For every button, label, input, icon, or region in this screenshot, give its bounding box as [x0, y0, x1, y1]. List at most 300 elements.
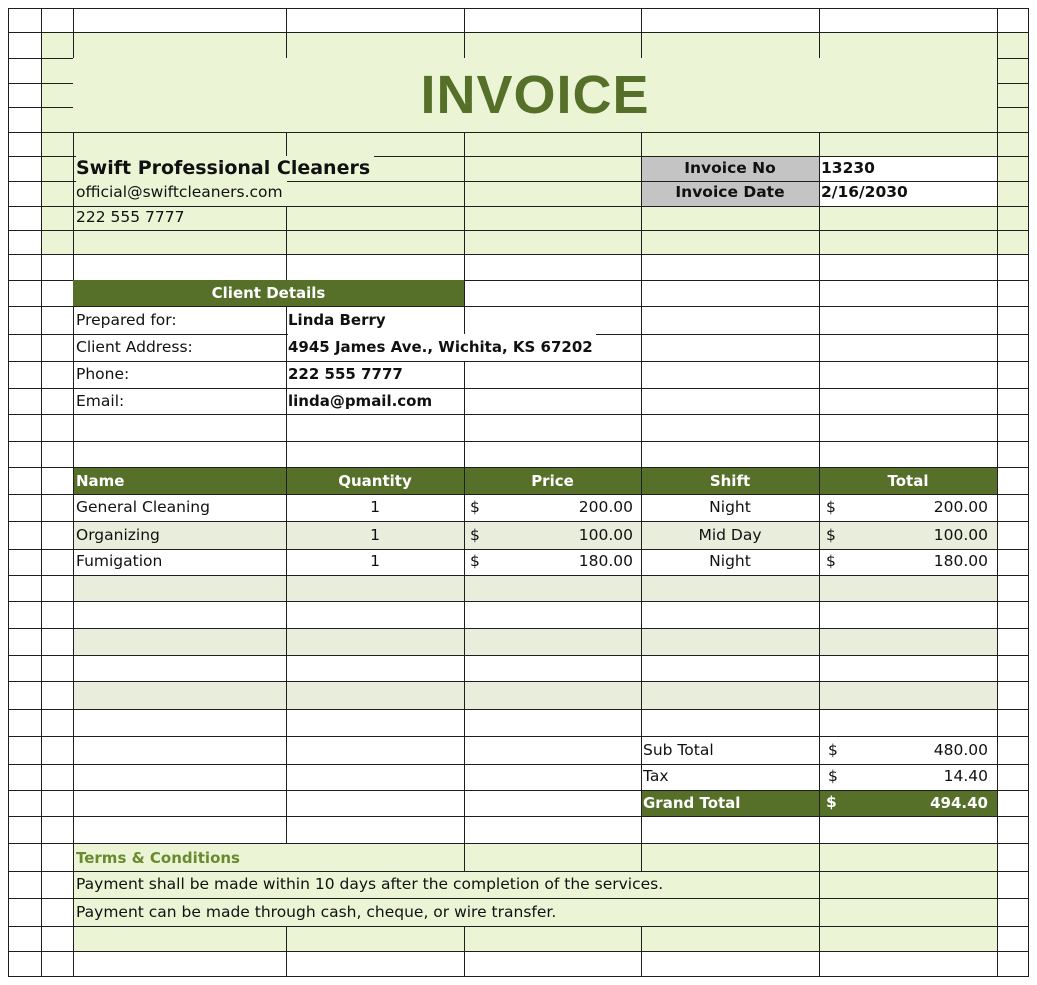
grid-line — [286, 254, 465, 255]
grid-line — [997, 58, 1029, 59]
grid-line — [819, 32, 998, 33]
grid-line — [464, 709, 465, 737]
grid-line — [641, 334, 820, 335]
grid-line — [819, 280, 998, 281]
grid-line — [1028, 254, 1029, 281]
tax-currency: $ — [828, 767, 838, 786]
grid-line — [8, 206, 9, 231]
grid-line — [997, 871, 1029, 872]
grid-line — [286, 736, 465, 737]
client-value-email: linda@pmail.com — [288, 392, 433, 410]
grid-line — [8, 32, 42, 33]
grid-line — [1028, 871, 1029, 899]
grid-line — [464, 655, 465, 682]
grid-line — [1028, 156, 1029, 182]
grid-line — [73, 388, 74, 415]
invoice-no-label: Invoice No — [684, 159, 776, 178]
grid-line — [464, 254, 465, 281]
grid-line — [819, 306, 998, 307]
grid-line — [73, 736, 287, 737]
grid-line — [41, 843, 74, 844]
grid-line — [286, 575, 287, 602]
grid-line — [8, 83, 42, 84]
item-price-currency: $ — [470, 498, 480, 517]
grid-line — [819, 334, 820, 362]
grid-line — [1028, 655, 1029, 682]
grid-line — [997, 467, 1029, 468]
grid-line — [73, 843, 287, 844]
grid-line — [464, 156, 642, 157]
grid-line — [286, 8, 465, 9]
grid-line — [286, 951, 465, 952]
grid-line — [41, 467, 74, 468]
grid-line — [41, 107, 42, 133]
grid-line — [819, 361, 998, 362]
grid-line — [8, 441, 9, 468]
grid-line — [819, 871, 998, 872]
grid-line — [997, 206, 1029, 207]
grid-line — [286, 709, 287, 737]
grid-line — [8, 549, 9, 576]
grid-line — [8, 816, 42, 817]
grid-line — [997, 414, 1029, 415]
grid-line — [41, 549, 74, 550]
grid-line — [464, 8, 465, 33]
grid-line — [8, 601, 42, 602]
grid-line — [41, 951, 42, 977]
grid-line — [8, 58, 9, 84]
invoice-title: INVOICE — [73, 58, 997, 132]
grid-line — [8, 575, 42, 576]
grid-line — [8, 494, 42, 495]
grid-line — [41, 441, 42, 468]
subtotal-value: 480.00 — [933, 740, 988, 759]
grid-line — [997, 816, 1029, 817]
grid-line — [641, 681, 820, 682]
grid-line — [41, 655, 74, 656]
grid-line — [8, 441, 42, 442]
grid-line — [41, 628, 74, 629]
grid-line — [73, 306, 74, 335]
grid-line — [41, 306, 74, 307]
grid-line — [819, 388, 820, 415]
grid-line — [641, 655, 820, 656]
grid-line — [819, 156, 820, 182]
grid-line — [997, 388, 998, 415]
grid-line — [8, 230, 42, 231]
grid-line — [641, 843, 642, 872]
grid-line — [41, 181, 74, 182]
grid-line — [8, 898, 42, 899]
grid-line — [641, 306, 642, 335]
grid-line — [1028, 441, 1029, 468]
grid-line — [641, 132, 820, 133]
grid-line — [464, 280, 642, 281]
grid-line — [41, 441, 74, 442]
grid-line — [41, 254, 42, 281]
grid-line — [1028, 628, 1029, 656]
grid-line — [1028, 816, 1029, 844]
terms-line: Payment can be made through cash, cheque, or wire transfer. — [76, 899, 559, 926]
grid-line — [819, 655, 820, 682]
grid-line — [819, 254, 998, 255]
grid-line — [819, 976, 998, 977]
grid-line — [997, 107, 998, 133]
client-value-address: 4945 James Ave., Wichita, KS 67202 — [288, 334, 596, 361]
client-label-phone: Phone: — [76, 364, 130, 383]
grid-line — [997, 83, 998, 108]
grid-line — [41, 132, 42, 157]
grid-line — [41, 388, 42, 415]
grid-line — [819, 32, 820, 59]
grid-line — [641, 280, 642, 307]
grid-line — [41, 575, 74, 576]
grid-line — [997, 181, 1029, 182]
grid-line — [997, 107, 1029, 108]
grid-line — [464, 843, 642, 844]
grid-line — [1028, 181, 1029, 207]
grid-line — [819, 181, 820, 207]
grid-line — [73, 628, 287, 629]
grid-line — [286, 441, 287, 468]
grid-line — [464, 441, 642, 442]
grid-line — [819, 280, 820, 307]
grid-line — [819, 709, 998, 710]
grid-line — [41, 361, 42, 389]
grid-line — [8, 816, 9, 844]
grid-line — [8, 843, 9, 872]
grid-line — [997, 575, 1029, 576]
grid-line — [73, 709, 287, 710]
grid-line — [641, 601, 820, 602]
grid-line — [641, 601, 642, 629]
grid-line — [41, 655, 42, 682]
grid-line — [464, 681, 465, 710]
grid-line — [73, 628, 74, 656]
grid-line — [997, 494, 1029, 495]
grid-line — [641, 898, 820, 899]
client-value-prepared-for: Linda Berry — [288, 311, 386, 329]
grid-line — [1028, 361, 1029, 389]
grid-line — [997, 601, 1029, 602]
grid-line — [997, 736, 998, 765]
grid-line — [997, 709, 998, 737]
grid-line — [73, 575, 74, 602]
grid-line — [8, 132, 9, 157]
grid-line — [464, 926, 642, 927]
grid-line — [464, 361, 642, 362]
grid-line — [8, 181, 42, 182]
grid-line — [73, 790, 74, 817]
grid-line — [641, 280, 820, 281]
grid-line — [464, 206, 642, 207]
grid-line — [41, 306, 42, 335]
grid-line — [641, 681, 642, 710]
grid-line — [819, 230, 998, 231]
item-quantity: 1 — [370, 498, 380, 517]
invoice-date-label: Invoice Date — [675, 183, 785, 202]
grid-line — [641, 230, 642, 255]
grid-line — [8, 736, 42, 737]
grid-line — [641, 976, 820, 977]
grid-line — [73, 132, 74, 157]
grid-line — [8, 334, 42, 335]
grid-line — [8, 709, 9, 737]
grid-line — [464, 280, 465, 307]
grid-line — [286, 736, 287, 765]
grid-line — [997, 156, 998, 182]
grid-line — [8, 951, 42, 952]
grid-line — [464, 132, 642, 133]
grid-line — [73, 467, 74, 495]
grid-line — [286, 951, 287, 977]
grid-line — [41, 549, 42, 576]
grid-line — [641, 441, 820, 442]
grid-line — [73, 8, 74, 33]
grid-line — [464, 655, 642, 656]
grid-line — [464, 441, 465, 468]
grid-line — [73, 601, 287, 602]
grid-line — [997, 655, 998, 682]
grid-line — [73, 254, 74, 281]
grid-line — [819, 843, 820, 872]
grid-line — [464, 816, 642, 817]
grid-line — [464, 32, 642, 33]
grid-line — [73, 575, 287, 576]
grid-line — [1028, 494, 1029, 522]
grid-line — [8, 926, 9, 952]
grid-line — [41, 494, 42, 522]
grid-line — [41, 254, 74, 255]
grid-line — [997, 230, 1029, 231]
grid-line — [1028, 709, 1029, 737]
grid-line — [41, 206, 42, 231]
grid-line — [997, 575, 998, 602]
grid-line — [819, 681, 998, 682]
grid-line — [464, 8, 642, 9]
grid-line — [997, 441, 998, 468]
grid-line — [641, 951, 642, 977]
company-email: official@swiftcleaners.com — [76, 181, 287, 205]
grid-line — [41, 8, 42, 33]
grid-line — [8, 388, 42, 389]
grid-line — [997, 764, 1029, 765]
grid-line — [73, 951, 287, 952]
grid-line — [819, 8, 820, 33]
grid-line — [41, 280, 42, 307]
grid-line — [641, 575, 642, 602]
grid-line — [997, 898, 1029, 899]
item-total-currency: $ — [826, 525, 836, 544]
grid-line — [997, 898, 998, 927]
grid-line — [286, 681, 465, 682]
grid-line — [819, 132, 820, 157]
grid-line — [641, 254, 820, 255]
grid-line — [286, 361, 287, 389]
grid-line — [819, 441, 820, 468]
item-total-currency: $ — [826, 498, 836, 517]
grid-line — [819, 575, 820, 602]
grid-line — [464, 816, 465, 844]
grid-line — [8, 790, 9, 817]
grid-line — [464, 388, 642, 389]
grid-line — [73, 601, 74, 629]
grid-line — [41, 230, 74, 231]
grid-line — [8, 951, 9, 977]
grid-line — [41, 871, 42, 899]
grid-line — [73, 230, 287, 231]
grid-line — [1028, 8, 1029, 33]
grid-line — [73, 414, 74, 442]
grid-line — [1028, 790, 1029, 817]
grand-total-currency: $ — [826, 793, 837, 812]
invoice-no-value: 13230 — [821, 159, 875, 178]
grid-line — [1028, 83, 1029, 108]
items-header-quantity: Quantity — [338, 471, 412, 490]
grid-line — [41, 334, 42, 362]
grid-line — [8, 280, 9, 307]
grid-line — [41, 361, 74, 362]
grid-line — [8, 681, 9, 710]
grid-line — [286, 132, 465, 133]
grid-line — [286, 790, 465, 791]
items-header-name: Name — [76, 471, 125, 490]
grid-line — [8, 575, 9, 602]
grid-line — [641, 655, 642, 682]
grid-line — [286, 230, 287, 255]
grid-line — [73, 681, 74, 710]
grid-line — [641, 206, 820, 207]
grid-line — [997, 926, 998, 952]
grid-line — [641, 628, 642, 656]
grid-line — [641, 388, 642, 415]
grid-line — [1028, 601, 1029, 629]
grid-line — [464, 790, 465, 817]
grid-line — [41, 926, 74, 927]
grid-line — [73, 441, 74, 468]
client-details-header: Client Details — [73, 280, 464, 306]
grid-line — [286, 655, 465, 656]
grid-line — [41, 681, 74, 682]
grid-line — [997, 681, 1029, 682]
grid-line — [41, 601, 74, 602]
grid-line — [286, 306, 287, 335]
grid-line — [997, 790, 1029, 791]
items-header-shift: Shift — [709, 471, 751, 490]
grid-line — [41, 388, 74, 389]
item-price: 180.00 — [578, 552, 633, 571]
grid-line — [1028, 230, 1029, 255]
terms-title: Terms & Conditions — [76, 848, 240, 867]
grid-line — [641, 414, 642, 442]
grid-line — [641, 32, 820, 33]
grid-line — [464, 414, 642, 415]
grid-line — [1028, 388, 1029, 415]
grid-line — [1028, 926, 1029, 952]
grid-line — [464, 764, 642, 765]
item-shift: Night — [709, 498, 751, 517]
grid-line — [464, 206, 465, 231]
grid-line — [1028, 58, 1029, 84]
grid-line — [997, 132, 998, 157]
grid-line — [1028, 306, 1029, 335]
grid-line — [997, 736, 1029, 737]
grid-line — [641, 736, 642, 765]
grid-line — [1028, 951, 1029, 977]
grid-line — [41, 871, 74, 872]
grid-line — [73, 655, 287, 656]
grid-line — [997, 549, 1029, 550]
grid-line — [41, 898, 74, 899]
grid-line — [73, 843, 74, 872]
item-price: 100.00 — [578, 525, 633, 544]
grid-line — [8, 83, 9, 108]
grid-line — [8, 549, 42, 550]
grid-line — [997, 494, 998, 522]
grid-line — [8, 306, 9, 335]
grid-line — [73, 549, 74, 576]
grid-line — [464, 361, 465, 389]
grid-line — [1028, 414, 1029, 442]
grid-line — [819, 601, 820, 629]
grid-line — [1028, 549, 1029, 576]
grid-line — [8, 843, 42, 844]
grid-line — [641, 790, 642, 817]
grid-line — [73, 494, 74, 522]
grid-line — [8, 628, 42, 629]
grid-line — [41, 156, 42, 182]
grid-line — [641, 816, 642, 844]
grid-line — [1028, 521, 1029, 550]
grid-line — [997, 32, 998, 59]
client-label-email: Email: — [76, 391, 125, 410]
grid-line — [997, 790, 998, 817]
grid-line — [286, 926, 287, 952]
grid-line — [819, 709, 820, 737]
grid-line — [819, 926, 820, 952]
grid-line — [286, 764, 465, 765]
grid-line — [41, 414, 74, 415]
grid-line — [641, 628, 820, 629]
grid-line — [41, 790, 74, 791]
grid-line — [73, 871, 74, 899]
grid-line — [641, 361, 820, 362]
grid-line — [8, 628, 9, 656]
grid-line — [997, 8, 1029, 9]
grid-line — [41, 32, 42, 59]
grid-line — [464, 790, 642, 791]
grid-line — [464, 628, 642, 629]
client-label-address: Client Address: — [76, 337, 193, 356]
grid-line — [997, 764, 998, 791]
grid-line — [1028, 206, 1029, 231]
grid-line — [464, 156, 465, 182]
grid-line — [997, 816, 998, 844]
grid-line — [8, 206, 42, 207]
grid-line — [286, 790, 287, 817]
grid-line — [8, 414, 9, 442]
grid-line — [997, 467, 998, 495]
grid-line — [641, 230, 820, 231]
grid-line — [819, 655, 998, 656]
grid-line — [41, 206, 74, 207]
grid-line — [464, 951, 642, 952]
grid-line — [41, 494, 74, 495]
grid-line — [8, 655, 42, 656]
grid-line — [819, 414, 998, 415]
grid-line — [73, 764, 74, 791]
grid-line — [41, 764, 74, 765]
